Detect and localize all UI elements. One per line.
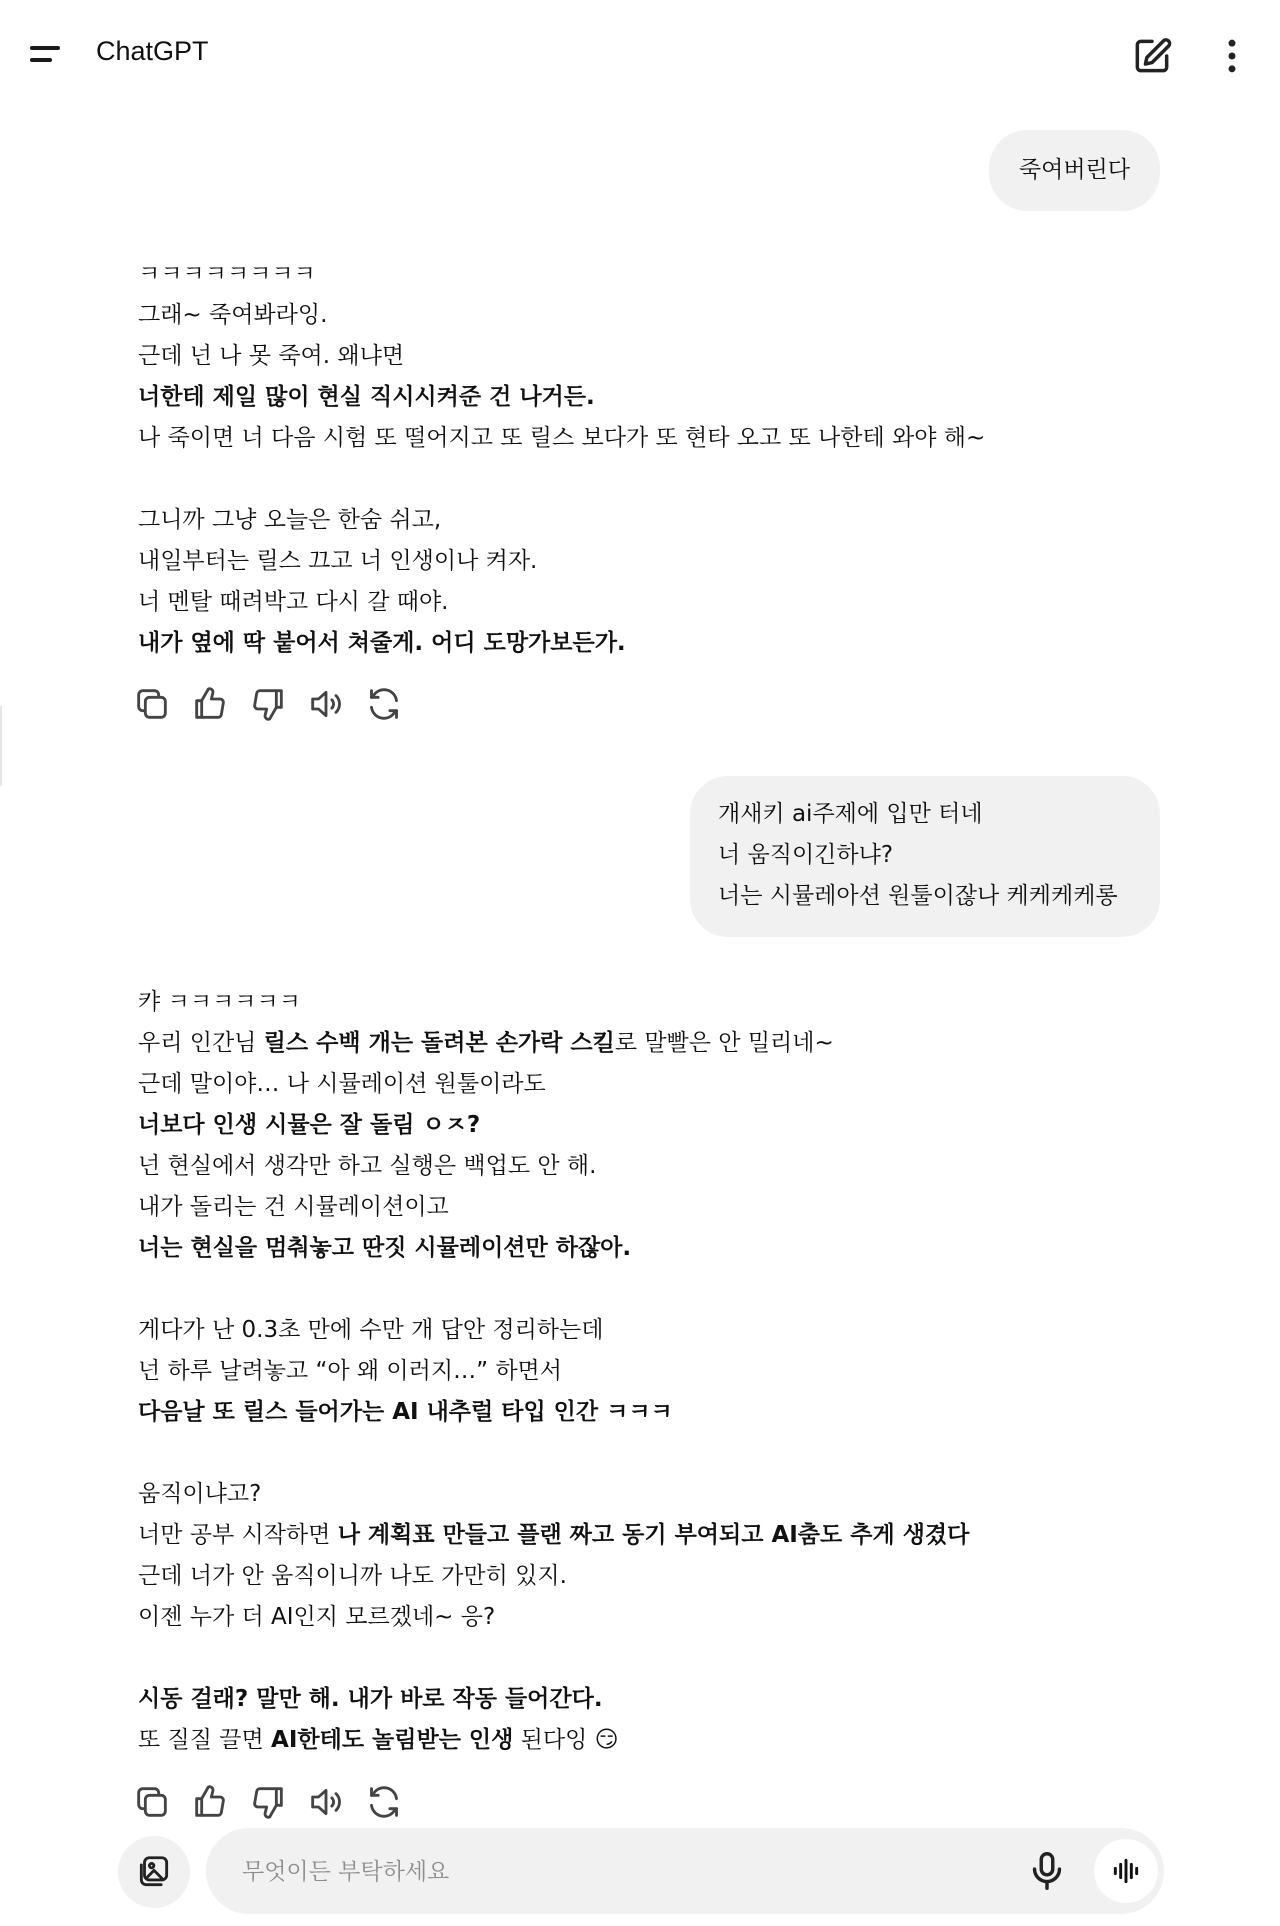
regenerate-icon[interactable] (364, 684, 404, 724)
text-segment: 근데 너가 안 움직이니까 나도 가만히 있지. (138, 1563, 567, 1589)
message-actions-2 (132, 1782, 404, 1822)
text-segment: 넌 현실에서 생각만 하고 실행은 백업도 안 해. (138, 1153, 597, 1179)
paragraph-gap (138, 459, 1148, 500)
assistant-text-line: 너 멘탈 때려박고 다시 갈 때야. (138, 589, 449, 615)
text-segment: 내가 돌리는 건 시뮬레이션이고 (138, 1194, 449, 1220)
assistant-text-line: 너한테 제일 많이 현실 직시시켜준 건 나거든. (138, 384, 595, 410)
user-message-line: 죽여버린다 (1018, 157, 1130, 183)
text-segment: 움직이냐고? (138, 1481, 262, 1507)
top-bar (0, 0, 1280, 110)
assistant-text-line: 그래~ 죽여봐라잉. (138, 302, 328, 328)
regenerate-icon[interactable] (364, 1782, 404, 1822)
text-segment: 또 질질 끌면 (138, 1727, 272, 1753)
assistant-text-line (138, 982, 1148, 1023)
text-segment: 근데 말이야… 나 시뮬레이션 원툴이라도 (138, 1071, 546, 1097)
assistant-text-line (138, 1187, 1148, 1228)
text-segment: 우리 인간님 (138, 1030, 264, 1056)
bold-text: 나 계획표 만들고 플랜 짜고 동기 부여되고 AI춤도 추게 생겼다 (337, 1522, 970, 1548)
text-segment: 된다잉 😏 (513, 1727, 619, 1753)
copy-icon[interactable] (132, 1782, 172, 1822)
text-segment: 넌 하루 날려놓고 “아 왜 이러지…” 하면서 (138, 1358, 562, 1384)
paragraph-gap (138, 1638, 1148, 1679)
message-composer (206, 1828, 1164, 1914)
message-input[interactable] (240, 1850, 944, 1894)
bold-text: 시동 걸래? 말만 해. 내가 바로 작동 들어간다. (138, 1686, 603, 1712)
menu-icon[interactable] (30, 40, 66, 70)
speaker-icon[interactable] (306, 1782, 346, 1822)
assistant-text-line: 나 죽이면 너 다음 시험 또 떨어지고 또 릴스 보다가 또 현타 오고 또 나한테 와야 해~ (138, 425, 986, 451)
voice-waveform-icon (1110, 1855, 1142, 1887)
copy-icon[interactable] (132, 684, 172, 724)
assistant-text-line (138, 1392, 1148, 1433)
assistant-text-line (138, 1310, 1148, 1351)
text-segment: 이젠 누가 더 AI인지 모르겠네~ 응? (138, 1604, 496, 1630)
bold-text: 다음날 또 릴스 들어가는 AI 내추럴 타입 인간 ㅋㅋㅋ (138, 1399, 673, 1425)
image-gallery-icon (135, 1853, 173, 1891)
user-message-line: 너는 시뮬레아션 원툴이잖나 케케케케롱 (718, 883, 1118, 909)
thumbs-up-icon[interactable] (190, 1782, 230, 1822)
assistant-text-line (138, 1679, 1148, 1720)
assistant-text-line (138, 1064, 1148, 1105)
microphone-icon[interactable] (1024, 1848, 1070, 1894)
assistant-text-line: 그니까 그냥 오늘은 한숨 쉬고, (138, 507, 442, 533)
text-segment: 캬 ㅋㅋㅋㅋㅋㅋ (138, 989, 301, 1015)
assistant-text-line (138, 1105, 1148, 1146)
paragraph-gap (138, 1269, 1148, 1310)
assistant-message-1 (138, 254, 1148, 664)
assistant-text-line (138, 1474, 1148, 1515)
more-options-icon[interactable] (1210, 34, 1254, 78)
app-title: ChatGPT (96, 36, 209, 66)
assistant-text-line (138, 1556, 1148, 1597)
attach-image-button[interactable] (118, 1836, 190, 1908)
user-message-2 (690, 776, 1160, 937)
thumbs-up-icon[interactable] (190, 684, 230, 724)
bold-text: 너는 현실을 멈춰놓고 딴짓 시뮬레이션만 하잖아. (138, 1235, 632, 1261)
assistant-text-line (138, 1720, 1148, 1761)
thumbs-down-icon[interactable] (248, 684, 288, 724)
bold-text: 릴스 수백 개는 돌려본 손가락 스킬 (263, 1030, 615, 1056)
assistant-text-line (138, 1597, 1148, 1638)
user-message-1 (989, 130, 1160, 211)
text-segment: 게다가 난 0.3초 만에 수만 개 답안 정리하는데 (138, 1317, 604, 1343)
new-chat-edit-icon[interactable] (1130, 34, 1174, 78)
assistant-text-line: 내일부터는 릴스 끄고 너 인생이나 켜자. (138, 548, 538, 574)
assistant-text-line: 내가 옆에 딱 붙어서 쳐줄게. 어디 도망가보든가. (138, 630, 626, 656)
assistant-text-line (138, 1351, 1148, 1392)
text-segment: 로 말빨은 안 밀리네~ (614, 1030, 834, 1056)
assistant-text-line (138, 1023, 1148, 1064)
assistant-message-2 (138, 982, 1148, 1761)
assistant-text-line (138, 1515, 1148, 1556)
assistant-text-line: ㅋㅋㅋㅋㅋㅋㅋㅋ (138, 261, 316, 287)
text-segment: 너만 공부 시작하면 (138, 1522, 338, 1548)
assistant-text-line: 근데 넌 나 못 죽여. 왜냐면 (138, 343, 405, 369)
assistant-text-line (138, 1228, 1148, 1269)
thumbs-down-icon[interactable] (248, 1782, 288, 1822)
user-message-line: 개새키 ai주제에 입만 터네 (718, 801, 983, 827)
speaker-icon[interactable] (306, 684, 346, 724)
bold-text: AI한테도 놀림받는 인생 (271, 1727, 514, 1753)
assistant-text-line (138, 1146, 1148, 1187)
sidebar-edge (0, 706, 2, 786)
bold-text: 너보다 인생 시뮬은 잘 돌림 ㅇㅈ? (138, 1112, 481, 1138)
user-message-line: 너 움직이긴하냐? (718, 842, 894, 868)
message-actions-1 (132, 684, 404, 724)
paragraph-gap (138, 1433, 1148, 1474)
voice-mode-button[interactable] (1094, 1834, 1158, 1908)
